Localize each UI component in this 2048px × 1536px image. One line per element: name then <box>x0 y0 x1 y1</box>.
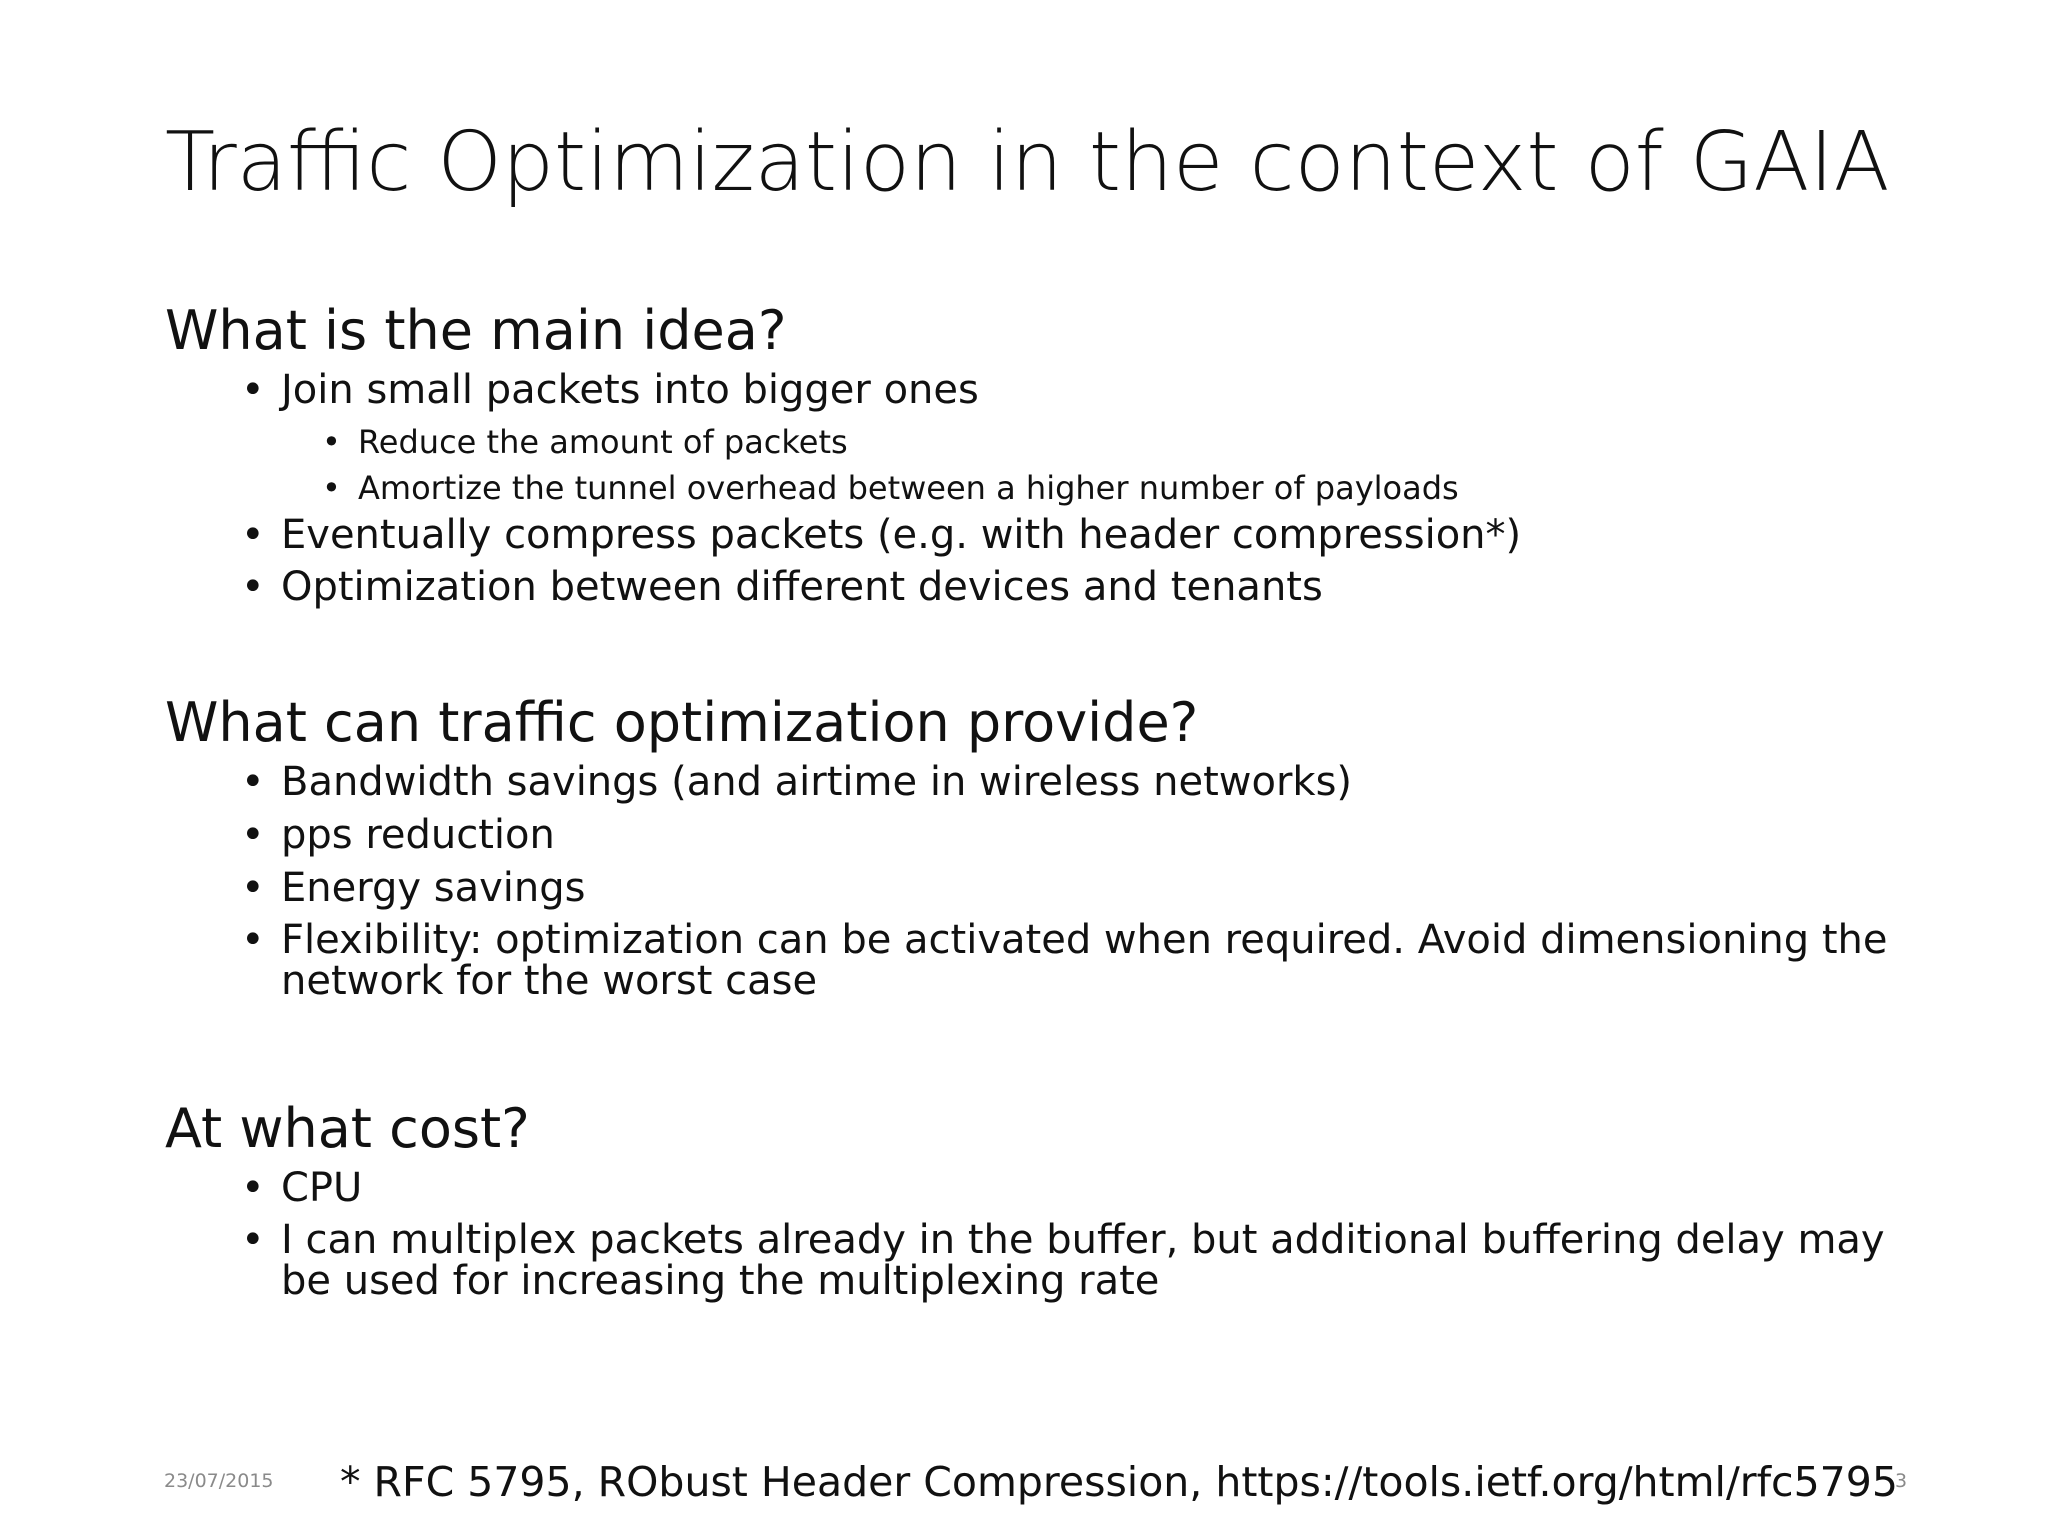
list-item <box>241 1165 363 1211</box>
bullet-icon: • <box>241 759 265 805</box>
list-item <box>241 759 1353 805</box>
list-item-text: Energy savings <box>281 865 586 911</box>
bullet-icon: • <box>241 865 265 911</box>
slide-title: Traffic Optimization in the context of GAIA <box>165 115 1890 210</box>
footer-footnote: * RFC 5795, RObust Header Compression, https://tools.ietf.org/html/rfc5795 <box>340 1458 1898 1506</box>
list-item <box>241 917 1901 1004</box>
sub-list-item-text: Reduce the amount of packets <box>358 423 848 461</box>
list-item-text: I can multiplex packets already in the buffer, but additional buffering delay may be used for increasing the multiplexing rate <box>281 1217 1885 1304</box>
list-item <box>241 812 555 858</box>
sub-list-item-text: Amortize the tunnel overhead between a higher number of payloads <box>358 469 1459 507</box>
bullet-icon: • <box>241 812 265 858</box>
list-item <box>241 367 979 413</box>
list-item <box>241 512 1522 558</box>
sub-list-item <box>322 423 848 461</box>
bullet-icon: • <box>241 512 265 558</box>
section-heading-cost: At what cost? <box>165 1097 530 1160</box>
list-item-text: Eventually compress packets (e.g. with header compression*) <box>281 512 1522 558</box>
bullet-icon: • <box>241 1165 265 1211</box>
bullet-icon: • <box>241 367 265 413</box>
list-item-text: CPU <box>281 1165 363 1211</box>
bullet-icon: • <box>241 1217 265 1263</box>
bullet-icon: • <box>322 469 341 507</box>
sub-list-item <box>322 469 1459 507</box>
list-item-text: pps reduction <box>281 812 555 858</box>
footer-date: 23/07/2015 <box>164 1470 274 1492</box>
section-heading-provide: What can traffic optimization provide? <box>165 691 1199 754</box>
list-item-text: Flexibility: optimization can be activated when required. Avoid dimensioning the network for the worst case <box>281 917 1888 1004</box>
bullet-icon: • <box>241 564 265 610</box>
list-item <box>241 564 1323 610</box>
list-item-text: Bandwidth savings (and airtime in wireless networks) <box>281 759 1353 805</box>
list-item-text: Join small packets into bigger ones <box>281 367 979 413</box>
list-item <box>241 1217 1941 1304</box>
list-item <box>241 865 586 911</box>
section-heading-main-idea: What is the main idea? <box>165 299 787 362</box>
bullet-icon: • <box>241 917 265 963</box>
bullet-icon: • <box>322 423 341 461</box>
page-number: 3 <box>1895 1470 1908 1492</box>
list-item-text: Optimization between different devices and tenants <box>281 564 1323 610</box>
